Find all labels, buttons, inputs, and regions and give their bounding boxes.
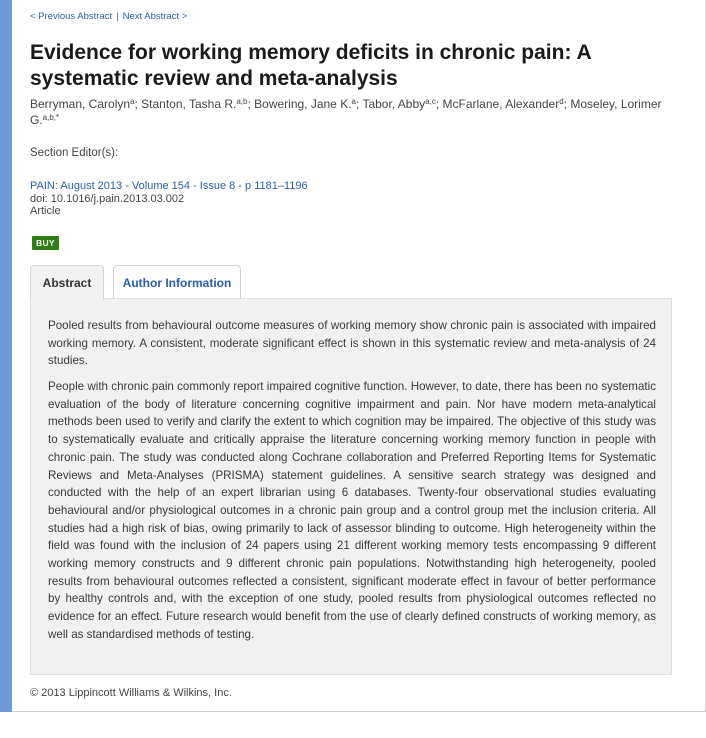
author-affiliation: a,c <box>425 97 436 106</box>
abstract-summary: Pooled results from behavioural outcome measures of working memory show chronic pain is associated with impaired working memory. A consistent, moderate significant effect is shown in this systematic review and meta-analysis of 24 studies. <box>48 319 656 368</box>
author-affiliation: a,b,* <box>42 113 60 122</box>
doi: doi: 10.1016/j.pain.2013.03.002 <box>30 192 185 205</box>
left-accent-bar <box>0 0 12 712</box>
article-title: Evidence for working memory deficits in chronic pain: A systematic review and meta-analysis <box>30 41 591 90</box>
buy-button[interactable]: BUY <box>32 236 59 250</box>
author-name: Tabor, Abby <box>362 97 426 111</box>
abstract-navigation <box>30 11 187 22</box>
abstract-body: People with chronic pain commonly report impaired cognitive function. However, to date, there has been no systematic evaluation of the body of literature concerning cognitive impairment and pain. Nor have modern meta-analytical methods been used to verify and clarify the extent to which cognition may be impaired. The objective of this study was to systematically evaluate and critically appraise the literature concerning working memory function in people with chronic pain. The study was conducted along Cochrane collaboration and Preferred Reporting Items for Systematic Reviews and Meta-Analyses (PRISMA) statement guidelines. A sensitive search strategy was designed and conducted with the help of an expert librarian using 6 databases. Twenty-four observational studies evaluating behavioural and/or physiological outcomes in a chronic pain group and a control group met the inclusion criteria. All studies had a high risk of bias, owing primarily to lack of assessor blinding to outcome. High heterogeneity within the field was found with the inclusion of 24 papers using 21 different working memory tests encompassing 9 different working memory constructs and 9 different chronic pain populations. Notwithstanding high heterogeneity, pooled results from behavioural outcomes reflected a consistent, significant moderate effect in favour of better performance by healthy controls and, with the exception of one study, pooled results from physiological outcomes reflected no evidence for an effect. Future research would benefit from the use of clearly defined constructs of working memory, as well as standardised methods of testing. <box>48 380 656 641</box>
author-affiliation: d <box>559 97 564 106</box>
next-abstract-link[interactable]: Next Abstract > <box>122 11 188 22</box>
author-list: Berryman, Carolyn$^a$; Stanton, Tasha R.$^{a,b}$; Bowering, Jane K.$^a$; Tabor, Abby$^{a,c}$; McFarlane, Alexander$^d$; Moseley, Lorimer G.$^{a,b,*}$ <box>30 97 662 127</box>
abstract-panel <box>30 298 672 675</box>
author-affiliation: a,b <box>236 97 248 106</box>
author-name: Berryman, Carolyn <box>30 97 131 111</box>
author-name: Moseley, Lorimer G. <box>30 97 662 127</box>
article-type: Article <box>30 205 61 217</box>
author-affiliation: a <box>130 97 135 106</box>
nav-separator: | <box>116 11 119 22</box>
author-name: Stanton, Tasha R. <box>141 97 237 111</box>
copyright-notice: © 2013 Lippincott Williams & Wilkins, Inc. <box>30 687 232 699</box>
tab-abstract[interactable]: Abstract <box>30 265 104 300</box>
section-editors: Section Editor(s): <box>30 147 119 159</box>
author-name: Bowering, Jane K. <box>254 97 352 111</box>
author-name: McFarlane, Alexander <box>442 97 560 111</box>
citation-block <box>30 180 308 218</box>
tab-author-information[interactable]: Author Information <box>113 265 241 299</box>
issue-link[interactable]: August 2013 - Volume 154 - Issue 8 - p 1181–1196 <box>60 180 308 192</box>
author-affiliation: a <box>351 97 356 106</box>
previous-abstract-link[interactable]: < Previous Abstract <box>30 11 113 22</box>
journal-name: PAIN: <box>30 180 58 192</box>
